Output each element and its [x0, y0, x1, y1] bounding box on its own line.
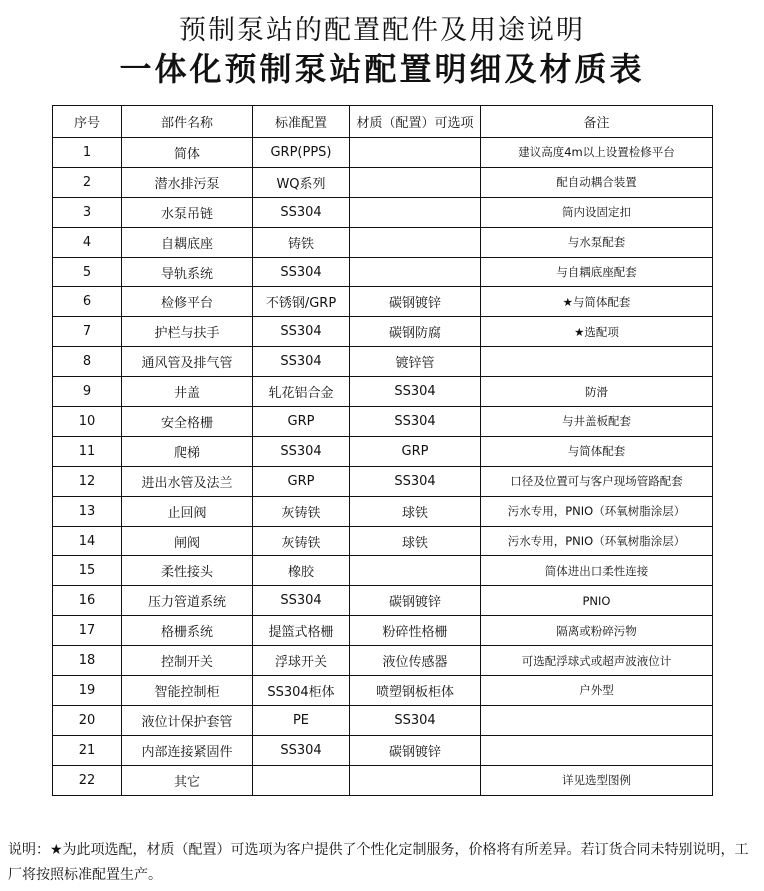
cell-remark: ★与简体配套	[481, 287, 713, 317]
cell-part-name: 护栏与扶手	[122, 317, 253, 347]
cell-part-name: 智能控制柜	[122, 676, 253, 706]
header-standard-config: 标准配置	[253, 106, 350, 138]
cell-standard-config: 橡胶	[253, 556, 350, 586]
table-row	[53, 317, 713, 347]
cell-remark: 与简体配套	[481, 436, 713, 466]
cell-index: 10	[53, 407, 122, 437]
cell-material-option: 碳钢防腐	[350, 317, 481, 347]
cell-remark: 筒内设固定扣	[481, 197, 713, 227]
cell-remark: 建议高度4m以上设置检修平台	[481, 138, 713, 168]
cell-material-option	[350, 227, 481, 257]
cell-standard-config: 提篮式格栅	[253, 616, 350, 646]
cell-material-option	[350, 556, 481, 586]
cell-standard-config: 铸铁	[253, 227, 350, 257]
cell-standard-config: 灰铸铁	[253, 526, 350, 556]
document-title: 预制泵站的配置配件及用途说明	[179, 15, 585, 46]
cell-material-option: SS304	[350, 466, 481, 496]
cell-index: 16	[53, 586, 122, 616]
table-row	[53, 466, 713, 496]
cell-index: 6	[53, 287, 122, 317]
cell-remark	[481, 705, 713, 735]
cell-part-name: 简体	[122, 138, 253, 168]
cell-material-option: SS304	[350, 377, 481, 407]
cell-index: 22	[53, 765, 122, 795]
cell-standard-config: SS304柜体	[253, 676, 350, 706]
cell-material-option: 碳钢镀锌	[350, 287, 481, 317]
cell-index: 3	[53, 197, 122, 227]
cell-material-option: 球铁	[350, 526, 481, 556]
cell-part-name: 潜水排污泵	[122, 167, 253, 197]
cell-material-option	[350, 765, 481, 795]
cell-standard-config: SS304	[253, 436, 350, 466]
cell-material-option: GRP	[350, 436, 481, 466]
table-title: 一体化预制泵站配置明细及材质表	[119, 50, 645, 88]
cell-index: 1	[53, 138, 122, 168]
cell-index: 12	[53, 466, 122, 496]
cell-part-name: 安全格栅	[122, 407, 253, 437]
cell-standard-config: 不锈钢/GRP	[253, 287, 350, 317]
cell-part-name: 格栅系统	[122, 616, 253, 646]
cell-index: 2	[53, 167, 122, 197]
cell-part-name: 通风管及排气管	[122, 347, 253, 377]
cell-index: 9	[53, 377, 122, 407]
table-row	[53, 735, 713, 765]
cell-remark	[481, 735, 713, 765]
cell-part-name: 检修平台	[122, 287, 253, 317]
table-row	[53, 377, 713, 407]
table-row	[53, 705, 713, 735]
cell-standard-config: SS304	[253, 197, 350, 227]
cell-remark: 口径及位置可与客户现场管路配套	[481, 466, 713, 496]
header-material-options: 材质（配置）可选项	[350, 106, 481, 138]
header-index: 序号	[53, 106, 122, 138]
cell-remark: ★选配项	[481, 317, 713, 347]
cell-remark: 防滑	[481, 377, 713, 407]
cell-standard-config: PE	[253, 705, 350, 735]
cell-standard-config: GRP	[253, 407, 350, 437]
cell-index: 19	[53, 676, 122, 706]
table-row	[53, 138, 713, 168]
cell-index: 21	[53, 735, 122, 765]
table-row	[53, 257, 713, 287]
cell-index: 4	[53, 227, 122, 257]
table-row	[53, 556, 713, 586]
cell-index: 14	[53, 526, 122, 556]
cell-material-option: 喷塑钢板柜体	[350, 676, 481, 706]
cell-remark: 简体进出口柔性连接	[481, 556, 713, 586]
cell-part-name: 其它	[122, 765, 253, 795]
cell-index: 13	[53, 496, 122, 526]
cell-part-name: 液位计保护套管	[122, 705, 253, 735]
cell-part-name: 内部连接紧固件	[122, 735, 253, 765]
cell-standard-config: SS304	[253, 586, 350, 616]
table-row	[53, 676, 713, 706]
cell-remark: PNIO	[481, 586, 713, 616]
table-row	[53, 197, 713, 227]
cell-index: 11	[53, 436, 122, 466]
header-remarks: 备注	[481, 106, 713, 138]
cell-material-option: 碳钢镀锌	[350, 586, 481, 616]
cell-remark: 配自动耦合装置	[481, 167, 713, 197]
cell-standard-config: GRP	[253, 466, 350, 496]
cell-material-option	[350, 167, 481, 197]
cell-index: 8	[53, 347, 122, 377]
cell-standard-config: 灰铸铁	[253, 496, 350, 526]
cell-material-option: 液位传感器	[350, 646, 481, 676]
cell-standard-config: SS304	[253, 347, 350, 377]
cell-remark: 污水专用，PNIO（环氧树脂涂层）	[481, 496, 713, 526]
table-row	[53, 765, 713, 795]
cell-standard-config: 轧花铝合金	[253, 377, 350, 407]
cell-material-option	[350, 197, 481, 227]
cell-index: 20	[53, 705, 122, 735]
table-row	[53, 496, 713, 526]
cell-part-name: 压力管道系统	[122, 586, 253, 616]
cell-index: 17	[53, 616, 122, 646]
table-row	[53, 227, 713, 257]
cell-material-option	[350, 138, 481, 168]
cell-part-name: 控制开关	[122, 646, 253, 676]
cell-material-option: SS304	[350, 407, 481, 437]
cell-remark: 与自耦底座配套	[481, 257, 713, 287]
header-part-name: 部件名称	[122, 106, 253, 138]
cell-part-name: 导轨系统	[122, 257, 253, 287]
cell-part-name: 柔性接头	[122, 556, 253, 586]
cell-remark: 详见选型图例	[481, 765, 713, 795]
cell-standard-config	[253, 765, 350, 795]
cell-material-option: 镀锌管	[350, 347, 481, 377]
cell-material-option: 碳钢镀锌	[350, 735, 481, 765]
cell-standard-config: SS304	[253, 735, 350, 765]
cell-remark: 可选配浮球式或超声波液位计	[481, 646, 713, 676]
table-row	[53, 347, 713, 377]
table-row	[53, 407, 713, 437]
cell-remark: 隔离或粉碎污物	[481, 616, 713, 646]
table-row	[53, 616, 713, 646]
cell-index: 7	[53, 317, 122, 347]
cell-part-name: 进出水管及法兰	[122, 466, 253, 496]
cell-material-option: SS304	[350, 705, 481, 735]
cell-index: 15	[53, 556, 122, 586]
cell-standard-config: 浮球开关	[253, 646, 350, 676]
cell-part-name: 水泵吊链	[122, 197, 253, 227]
cell-index: 18	[53, 646, 122, 676]
cell-part-name: 爬梯	[122, 436, 253, 466]
cell-part-name: 自耦底座	[122, 227, 253, 257]
table-row	[53, 526, 713, 556]
cell-standard-config: SS304	[253, 257, 350, 287]
table-body	[53, 138, 713, 796]
cell-material-option: 粉碎性格栅	[350, 616, 481, 646]
table-row	[53, 436, 713, 466]
table-header-row	[53, 106, 713, 138]
cell-remark	[481, 347, 713, 377]
footnote: 说明：★为此项选配，材质（配置）可选项为客户提供了个性化定制服务，价格将有所差异。若订货合同未特别说明，工厂将按照标准配置生产。	[8, 842, 749, 883]
table-row	[53, 586, 713, 616]
table-row	[53, 167, 713, 197]
cell-part-name: 止回阀	[122, 496, 253, 526]
cell-standard-config: SS304	[253, 317, 350, 347]
cell-remark: 与井盖板配套	[481, 407, 713, 437]
cell-index: 5	[53, 257, 122, 287]
cell-remark: 污水专用，PNIO（环氧树脂涂层）	[481, 526, 713, 556]
table-row	[53, 287, 713, 317]
cell-remark: 户外型	[481, 676, 713, 706]
configuration-table	[52, 105, 713, 796]
cell-part-name: 闸阀	[122, 526, 253, 556]
cell-standard-config: GRP(PPS)	[253, 138, 350, 168]
cell-material-option	[350, 257, 481, 287]
cell-remark: 与水泵配套	[481, 227, 713, 257]
cell-material-option: 球铁	[350, 496, 481, 526]
cell-part-name: 井盖	[122, 377, 253, 407]
cell-standard-config: WQ系列	[253, 167, 350, 197]
table-row	[53, 646, 713, 676]
